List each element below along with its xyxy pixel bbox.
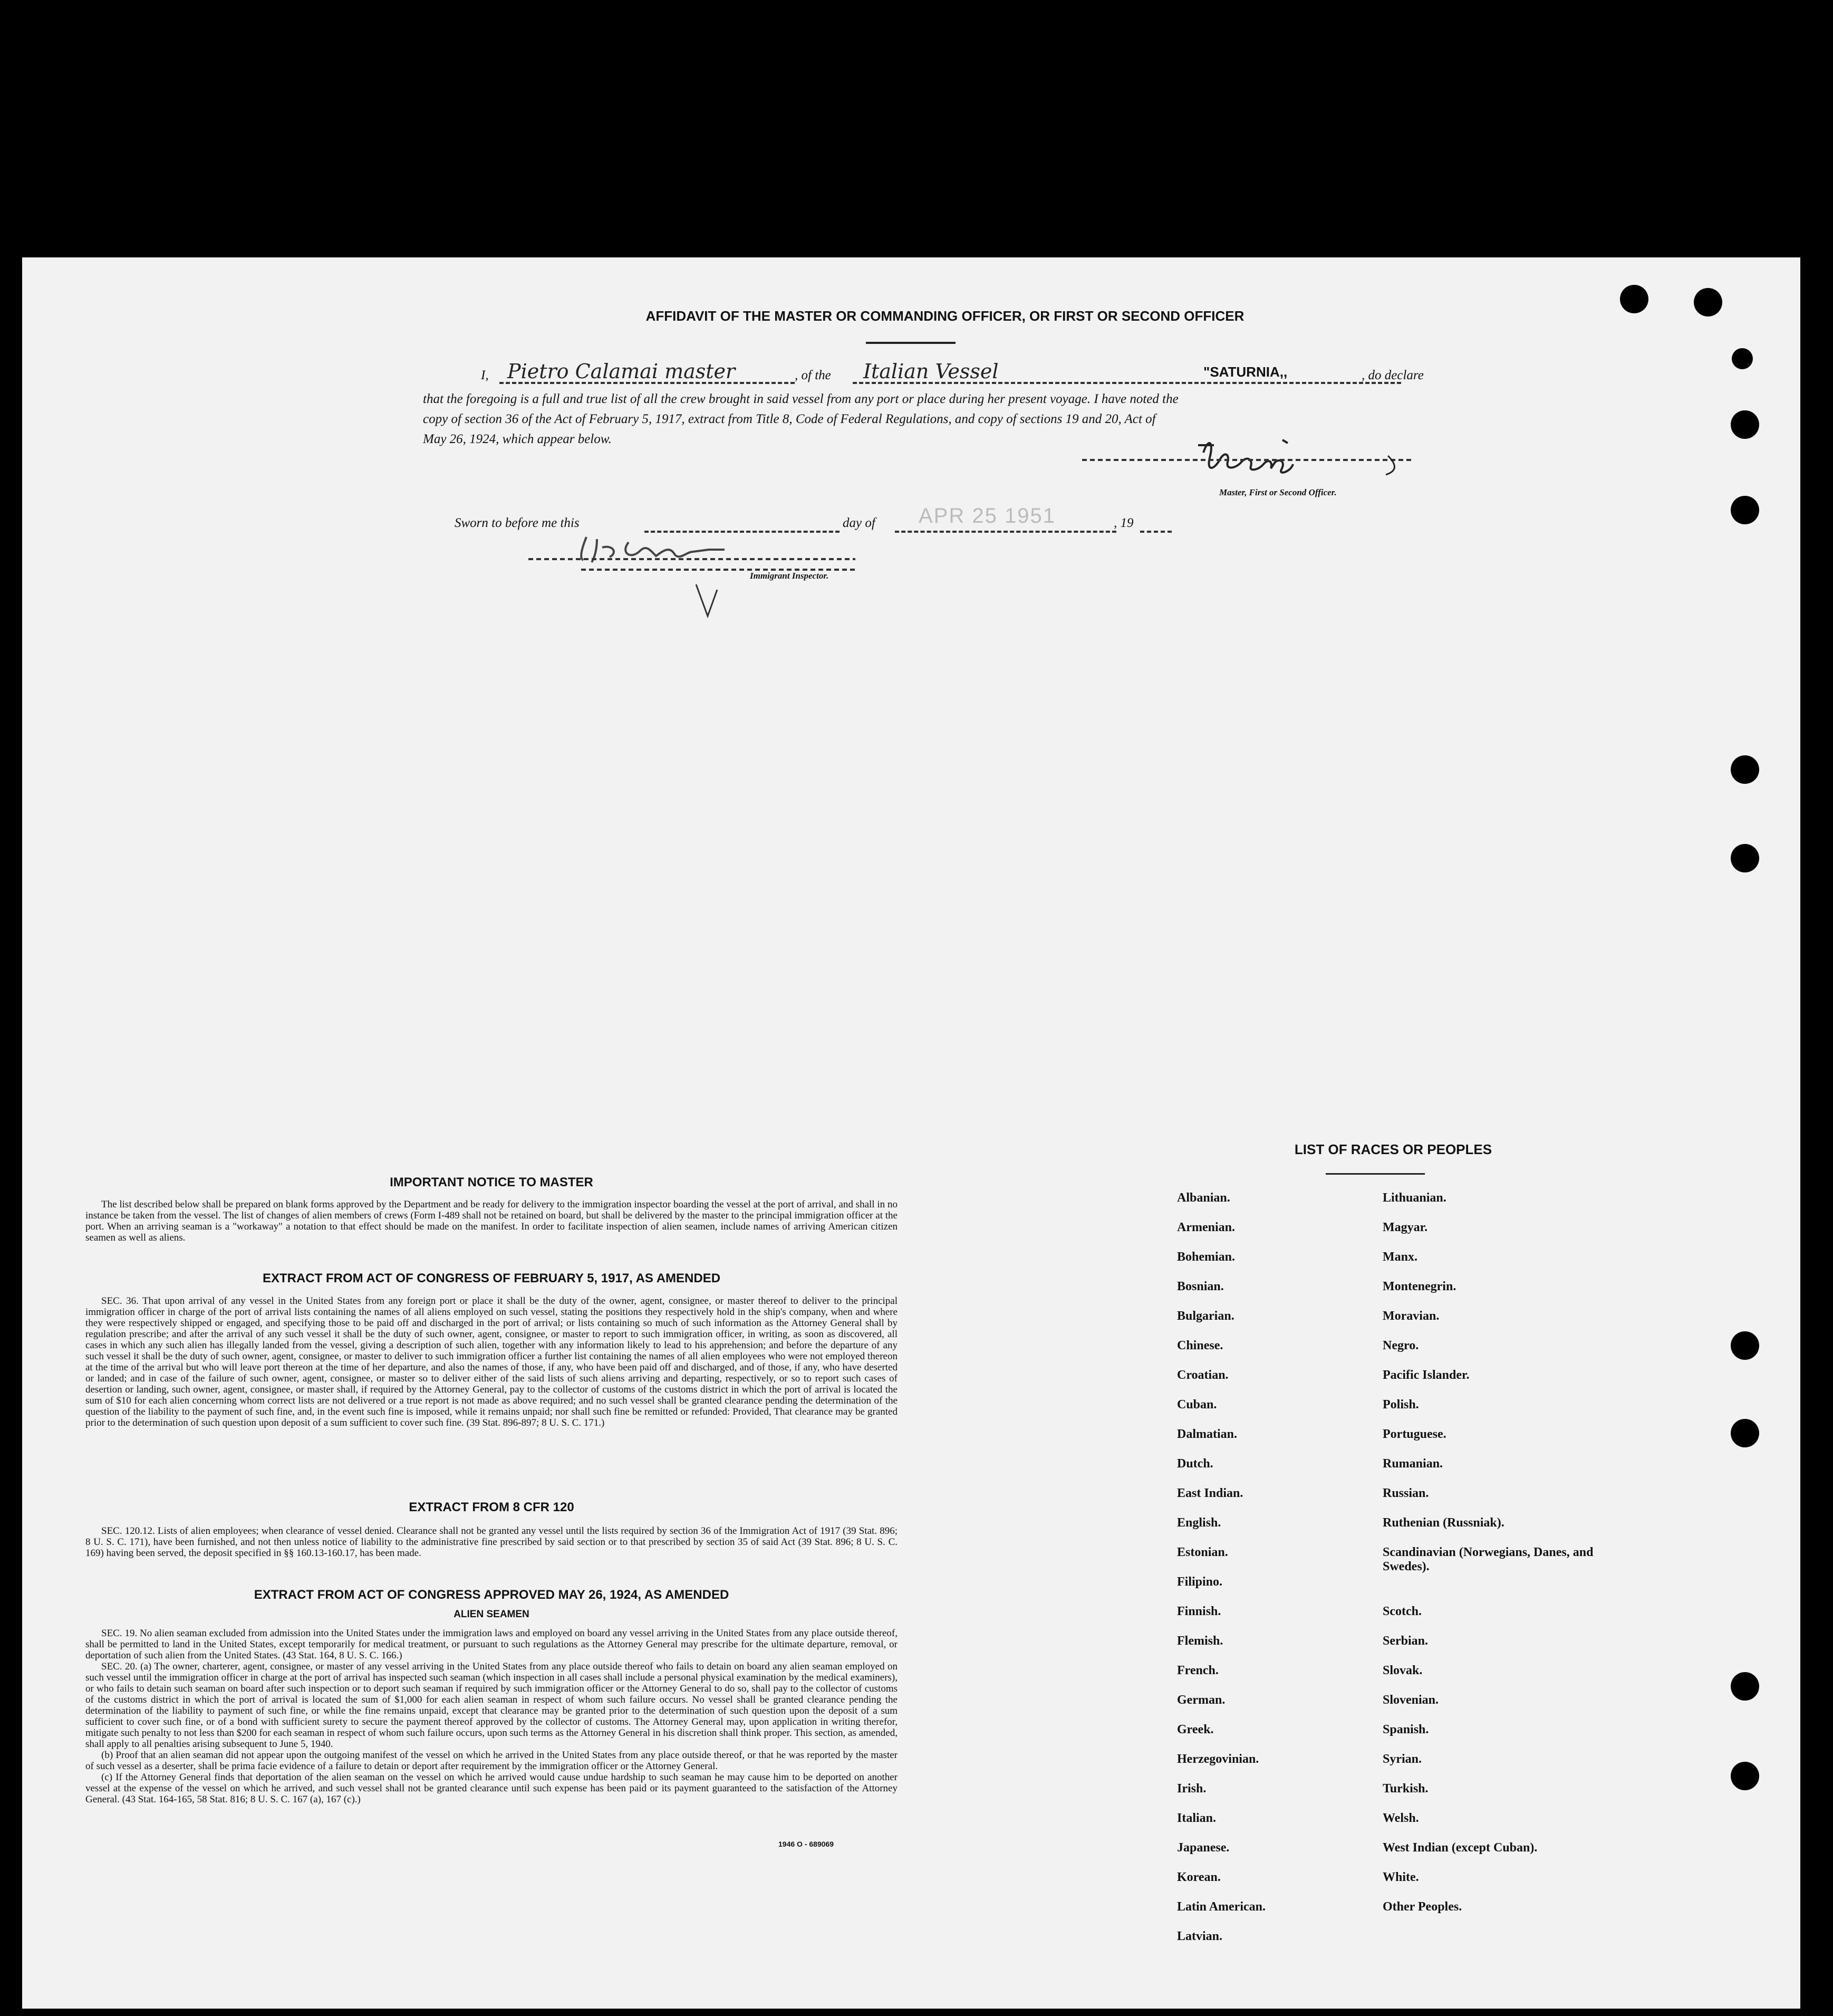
date-stamp: APR 25 1951 [919, 504, 1056, 527]
race-item: Albanian. [1177, 1191, 1230, 1205]
punch-hole [1731, 410, 1759, 439]
punch-hole [1620, 285, 1648, 313]
signature-label: Master, First or Second Officer. [1219, 487, 1337, 497]
extract-1917-text: SEC. 36. That upon arrival of any vessel in the United States from any foreign port or place it shall be the duty of the owner, agent, consignee, or master thereof to deliver to the principal immigration officer in charge of the port of arrival lists containing the names of all aliens employed on such vessel, stating the positions they respectively hold in the ship's company, when and where they were respectively shipped or engaged, and specifying those to be paid off and discharged in the port of arrival; or lists containing so much of such information as the Attorney General shall by regulation prescribe; and after the arrival of any such vessel it shall be the duty of such owner, agent, consignee, or master to report to such immigration officer, in writing, as soon as discovered, all cases in which any such alien has illegally landed from the vessel, giving a description of such alien, together with any information likely to lead to his apprehension; and before the departure of any such vessel it shall be the duty of such owner, agent, consignee, or master to deliver to such immigration officer a further list containing the names of all alien employees who were not employed thereon at the time of the arrival but who will leave port thereon at the time of her departure, and also the names of those, if any, who have been paid off and discharged, and of those, if any, who have deserted or landed; and in case of the failure of such owner, agent, consignee, or master so to deliver either of the said lists of such aliens arriving and departing, respectively, or so to report such cases of desertion or landing, such owner, agent, consignee, or master shall, if required by the Attorney General, pay to the collector of customs of the customs district in which the port of arrival is located the sum of $10 for each alien concerning whom correct lists are not delivered or a true report is not made as above required; and no such vessel shall be granted clearance pending the determination of the question of the liability to the payment of such fine, and, in the event such fine is imposed, while it remains unpaid; nor shall such fine be remitted or refunded: Provided, That clearance may be granted prior to the determination of such question upon deposit of a sum sufficient to cover such fine. (39 Stat. 896-897; 8 U. S. C. 171.) [85, 1295, 898, 1428]
race-item: Russian. [1383, 1486, 1429, 1500]
extract-1924-subtitle: ALIEN SEAMEN [454, 1609, 529, 1620]
race-item: Irish. [1177, 1782, 1207, 1796]
extract-1924-paragraph: (c) If the Attorney General finds that deportation of the alien seaman on the vessel on which he arrived would cause undue hardship to such seaman he may cause him to be deported on another vessel at the expense of the vessel on which he arrived, and such vessel shall not be granted clearance until such expense has been paid or its payment guaranteed to the satisfaction of the Attorney General. (43 Stat. 164-165, 58 Stat. 816; 8 U. S. C. 167 (a), 167 (c).) [85, 1772, 898, 1805]
race-item: Armenian. [1177, 1221, 1235, 1234]
of-the-label: , of the [795, 368, 831, 382]
notice-text: The list described below shall be prepared on blank forms approved by the Department and be ready for delivery to the immigration inspector boarding the vessel at the port of arrival, and shall in no instance be taken from the vessel. The list of changes of alien members of crews (Form I-489 shall not be retained on board, but shall be delivered by the master to the principal immigration officer at the port. When an arriving seaman is a "workaway" a notation to that effect should be made on the manifest. In order to facilitate inspection of alien seamen, include names of arriving American citizen seamen as well as aliens. [85, 1199, 898, 1243]
race-item: Serbian. [1383, 1634, 1429, 1648]
title-rule [866, 342, 956, 344]
race-item: White. [1383, 1870, 1419, 1884]
race-item: Other Peoples. [1383, 1900, 1462, 1914]
race-item: Montenegrin. [1383, 1280, 1456, 1293]
affidavit-title: AFFIDAVIT OF THE MASTER OR COMMANDING OFFICER, OR FIRST OR SECOND OFFICER [645, 308, 1244, 324]
sworn-day-blank [644, 511, 840, 533]
race-item: English. [1177, 1516, 1221, 1530]
punch-hole [1731, 496, 1759, 524]
races-title: LIST OF RACES OR PEOPLES [1294, 1141, 1492, 1157]
race-item: Japanese. [1177, 1841, 1230, 1855]
line-prefix: I, [481, 368, 489, 382]
master-signature [1082, 435, 1414, 479]
race-item: Turkish. [1383, 1782, 1429, 1796]
race-item: Rumanian. [1383, 1457, 1443, 1471]
race-item: Scotch. [1383, 1605, 1422, 1618]
race-item: Pacific Islander. [1383, 1368, 1470, 1382]
year-blank [1140, 511, 1172, 533]
declaration-line [476, 360, 1435, 386]
races-right-column [1383, 1191, 1594, 1951]
punch-hole [1731, 1331, 1759, 1360]
races-left-column [1177, 1191, 1367, 1951]
race-item: Italian. [1177, 1811, 1217, 1825]
race-item: Estonian. [1177, 1545, 1228, 1559]
race-item: German. [1177, 1693, 1226, 1707]
declaration-body-line: that the foregoing is a full and true list of all the crew brought in said vessel from any port or place during her present voyage. I have noted the [423, 392, 1179, 406]
race-item: Moravian. [1383, 1309, 1440, 1323]
race-item: Greek. [1177, 1723, 1214, 1736]
print-code: 1946 O - 689069 [778, 1840, 834, 1848]
race-item: Filipino. [1177, 1575, 1223, 1589]
race-item: French. [1177, 1664, 1219, 1677]
extract-cfr-title: EXTRACT FROM 8 CFR 120 [409, 1500, 574, 1514]
punch-hole [1732, 348, 1753, 369]
vessel-nationality-handwritten: Italian Vessel [863, 360, 999, 383]
race-item: Lithuanian. [1383, 1191, 1446, 1205]
do-declare-label: , do declare [1362, 368, 1424, 382]
race-item: Latin American. [1177, 1900, 1266, 1914]
year-prefix: , 19 [1114, 516, 1134, 530]
race-item: Portuguese. [1383, 1427, 1446, 1441]
race-item: Polish. [1383, 1398, 1419, 1412]
race-item: Herzegovinian. [1177, 1752, 1259, 1766]
punch-hole [1694, 288, 1722, 316]
punch-hole [1731, 1762, 1759, 1790]
race-item: Croatian. [1177, 1368, 1229, 1382]
race-item: Dalmatian. [1177, 1427, 1237, 1441]
race-item: Magyar. [1383, 1221, 1428, 1234]
race-item: Bosnian. [1177, 1280, 1224, 1293]
race-item: Syrian. [1383, 1752, 1422, 1766]
race-item: Scandinavian (Norwegians, Danes, and Swedes). [1383, 1545, 1594, 1573]
race-item: West Indian (except Cuban). [1383, 1841, 1538, 1855]
race-item: Chinese. [1177, 1339, 1223, 1352]
inspector-label: Immigrant Inspector. [750, 571, 829, 581]
race-item: Dutch. [1177, 1457, 1213, 1471]
sworn-label: Sworn to before me this [455, 516, 580, 530]
day-of-label: day of [843, 516, 875, 530]
punch-hole [1731, 1419, 1759, 1447]
declaration-body-line: copy of section 36 of the Act of February 5, 1917, extract from Title 8, Code of Federal Regulations, and copy of sections 19 and 20, Act of [423, 412, 1156, 426]
master-name-handwritten: Pietro Calamai master [507, 360, 736, 383]
race-item: Bohemian. [1177, 1250, 1236, 1264]
vessel-name: "SATURNIA,, [1203, 364, 1288, 380]
punch-hole [1731, 844, 1759, 872]
races-title-rule [1326, 1173, 1425, 1175]
notice-title: IMPORTANT NOTICE TO MASTER [390, 1175, 593, 1189]
punch-hole [1731, 1672, 1759, 1701]
extract-1924-paragraph: (b) Proof that an alien seaman did not appear upon the outgoing manifest of the vessel on which he arrived in the United States from any place outside thereof, or that he was reported by the master of such vessel as a deserter, shall be prima facie evidence of a failure to detain or deport after requirement by the immigration officer or the Attorney General. [85, 1750, 898, 1772]
extract-1924-paragraph: SEC. 20. (a) The owner, charterer, agent, consignee, or master of any vessel arriving in the United States from any place outside thereof who fails to detain on board any alien seaman employed on such vessel until the immigration officer in charge at the port of arrival has inspected such seaman (which inspection in all cases shall include a personal physical examination by the medical examiners), or who fails to detain such seaman on board after such inspection or to deport such seaman if required by such immigration officer or the Attorney General to do so, shall pay to the collector of customs of the customs district in which the port of arrival is located the sum of $1,000 for each alien seaman in respect of whom such failure occurs. No vessel shall be granted clearance pending the determination of the liability to payment of such fine, or while the fine remains unpaid, except that clearance may be granted prior to the determination of such question upon the deposit of a sum sufficient to cover such fine, or of a bond with sufficient surety to secure the payment thereof approved by the collector of customs. The Attorney General may, upon application in writing therefor, mitigate such penalty to not less than $200 for each seaman in respect of whom such failure occurs, upon such terms as the Attorney General in his discretion shall think proper. This section, as amended, shall apply to all penalties arising subsequent to June 5, 1940. [85, 1661, 898, 1750]
race-item: Ruthenian (Russniak). [1383, 1516, 1504, 1530]
race-item: Bulgarian. [1177, 1309, 1234, 1323]
race-item: Negro. [1383, 1339, 1419, 1352]
race-item: Welsh. [1383, 1811, 1419, 1825]
race-item: Slovenian. [1383, 1693, 1439, 1707]
extract-1917-title: EXTRACT FROM ACT OF CONGRESS OF FEBRUARY 5, 1917, AS AMENDED [262, 1271, 721, 1285]
race-item: Latvian. [1177, 1929, 1223, 1943]
race-item: Finnish. [1177, 1605, 1221, 1618]
extract-1924-title: EXTRACT FROM ACT OF CONGRESS APPROVED MAY 26, 1924, AS AMENDED [254, 1588, 729, 1602]
extract-1924-paragraph: SEC. 19. No alien seaman excluded from admission into the United States under the immigration laws and employed on board any vessel arriving in the United States from any place outside thereof, shall be permitted to land in the United States, except temporarily for medical treatment, or pursuant to such regulations as the Attorney General may prescribe for the ultimate departure, removal, or deportation of such alien from the United States. (43 Stat. 164, 8 U. S. C. 166.) [85, 1628, 898, 1661]
race-item: Manx. [1383, 1250, 1417, 1264]
extract-1924-body [85, 1628, 898, 1805]
race-item: Cuban. [1177, 1398, 1217, 1412]
form-sheet [22, 257, 1800, 2009]
race-item: Korean. [1177, 1870, 1221, 1884]
race-item: Slovak. [1383, 1664, 1423, 1677]
race-item: East Indian. [1177, 1486, 1243, 1500]
race-item: Spanish. [1383, 1723, 1429, 1736]
declaration-body-line: May 26, 1924, which appear below. [423, 432, 612, 446]
race-item: Flemish. [1177, 1634, 1223, 1648]
punch-hole [1731, 755, 1759, 784]
master-signature-area [1082, 435, 1414, 479]
extract-cfr-text: SEC. 120.12. Lists of alien employees; when clearance of vessel denied. Clearance shall not be granted any vessel until the lists required by section 36 of the Immigration Act of 1917 (39 Stat. 896; 8 U. S. C. 171), have been furnished, and not then unless notice of liability to the administrative fine prescribed by said section or to that prescribed by section 35 of said Act (39 Stat. 896; 8 U. S. C. 169) having been served, the deposit specified in §§ 160.13-160.17, has been made. [85, 1525, 898, 1559]
